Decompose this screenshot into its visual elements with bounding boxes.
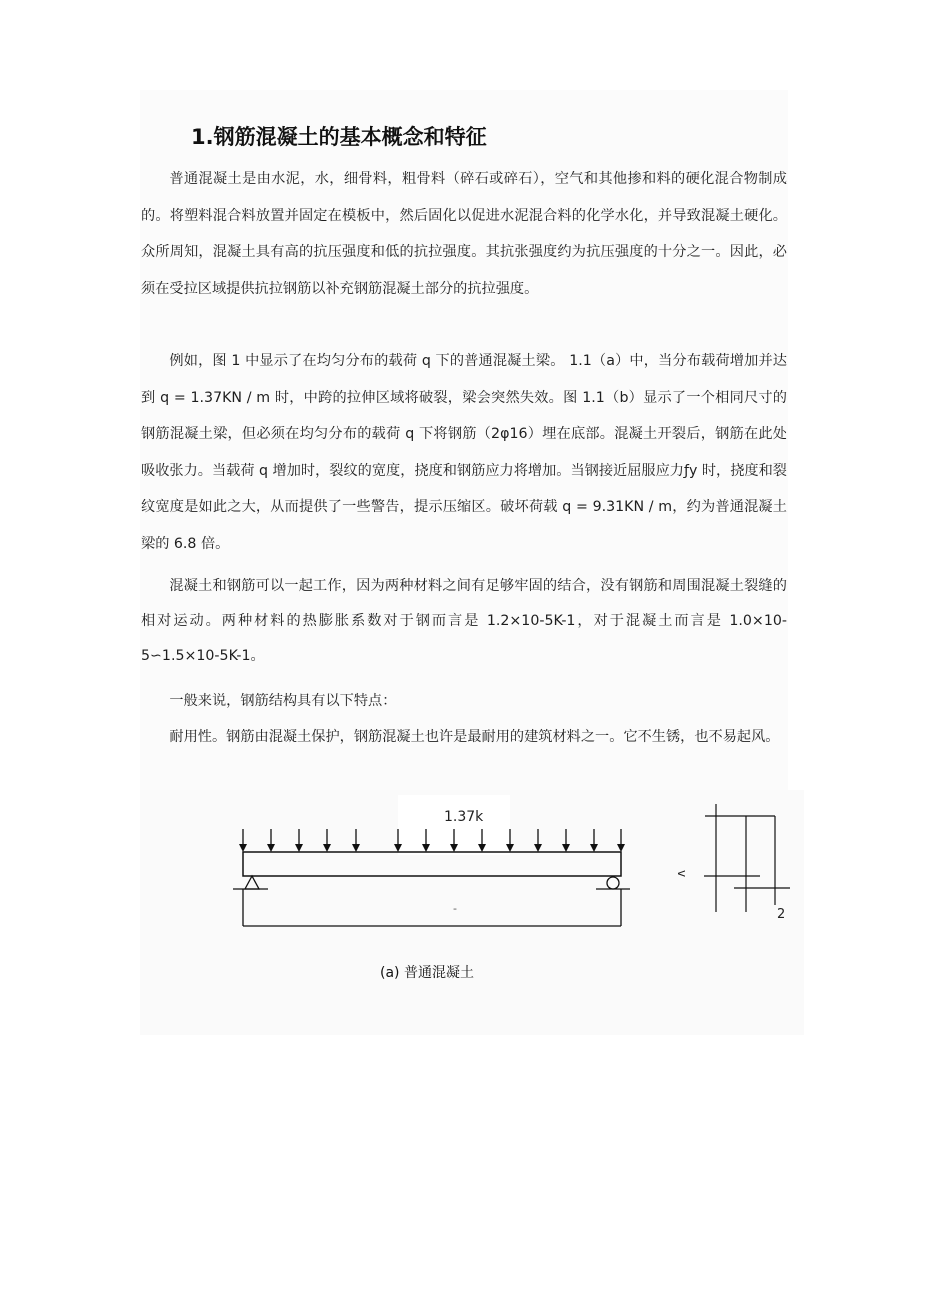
load-arrow-head-icon xyxy=(617,844,625,852)
load-arrow-head-icon xyxy=(562,844,570,852)
load-label: 1.37k xyxy=(444,809,484,825)
paragraph-4: 一般来说，钢筋结构具有以下特点： xyxy=(169,693,397,709)
span-mid-mark: - xyxy=(453,902,457,915)
load-arrow-head-icon xyxy=(239,844,247,852)
load-arrow-head-icon xyxy=(323,844,331,852)
pin-support-icon xyxy=(245,876,259,889)
paragraph-3: 混凝土和钢筋可以一起工作，因为两种材料之间有足够牢固的结合，没有钢筋和周围混凝土裂缝的相对运动。两种材料的热膨胀系数对于钢而言是 1.2×10-5K-1，对于混凝土而言是 1.0×10-5∽1.5×10-5K-1。 xyxy=(141,578,787,664)
section-side-label: v xyxy=(675,870,689,878)
figure-caption: (a) 普通混凝土 xyxy=(380,965,474,981)
roller-support-icon xyxy=(607,877,619,889)
load-arrow-head-icon xyxy=(295,844,303,852)
paragraph-5: 耐用性。钢筋由混凝土保护，钢筋混凝土也许是最耐用的建筑材料之一。它不生锈，也不易起风。 xyxy=(169,729,780,745)
beam xyxy=(233,852,630,926)
paragraph-2: 例如，图 1 中显示了在均匀分布的载荷 q 下的普通混凝土梁。 1.1（a）中，当分布载荷增加并达到 q = 1.37KN / m 时，中跨的拉伸区域将破裂，梁会突然失效。图 1.1（b）显示了一个相同尺寸的钢筋混凝土梁，但必须在均匀分布的载荷 q 下将钢筋（2φ16）埋在底部。混凝土开裂后，钢筋在此处吸收张力。当载荷 q 增加时，裂纹的宽度，挠度和钢筋应力将增加。当钢接近屈服应力ƒy 时，挠度和裂纹宽度是如此之大，从而提供了一些警告，提示压缩区。破坏荷载 q = 9.31KN / m，约为普通混凝土梁的 6.8 倍。 xyxy=(141,353,787,552)
section-bottom-label: 2 xyxy=(777,907,786,922)
section-heading: 1.钢筋混凝土的基本概念和特征 xyxy=(191,125,487,149)
load-arrow-head-icon xyxy=(534,844,542,852)
load-arrow-head-icon xyxy=(267,844,275,852)
beam-body xyxy=(243,852,621,876)
paragraph-1: 普通混凝土是由水泥，水，细骨料，粗骨料（碎石或碎石），空气和其他掺和料的硬化混合物制成的。将塑料混合料放置并固定在模板中，然后固化以促进水泥混合料的化学水化，并导致混凝土硬化。众所周知，混凝土具有高的抗压强度和低的抗拉强度。其抗张强度约为抗压强度的十分之一。因此，必须在受拉区域提供抗拉钢筋以补充钢筋混凝土部分的抗拉强度。 xyxy=(141,171,787,297)
load-arrow-head-icon xyxy=(352,844,360,852)
cross-section xyxy=(675,804,790,922)
load-arrow-head-icon xyxy=(590,844,598,852)
